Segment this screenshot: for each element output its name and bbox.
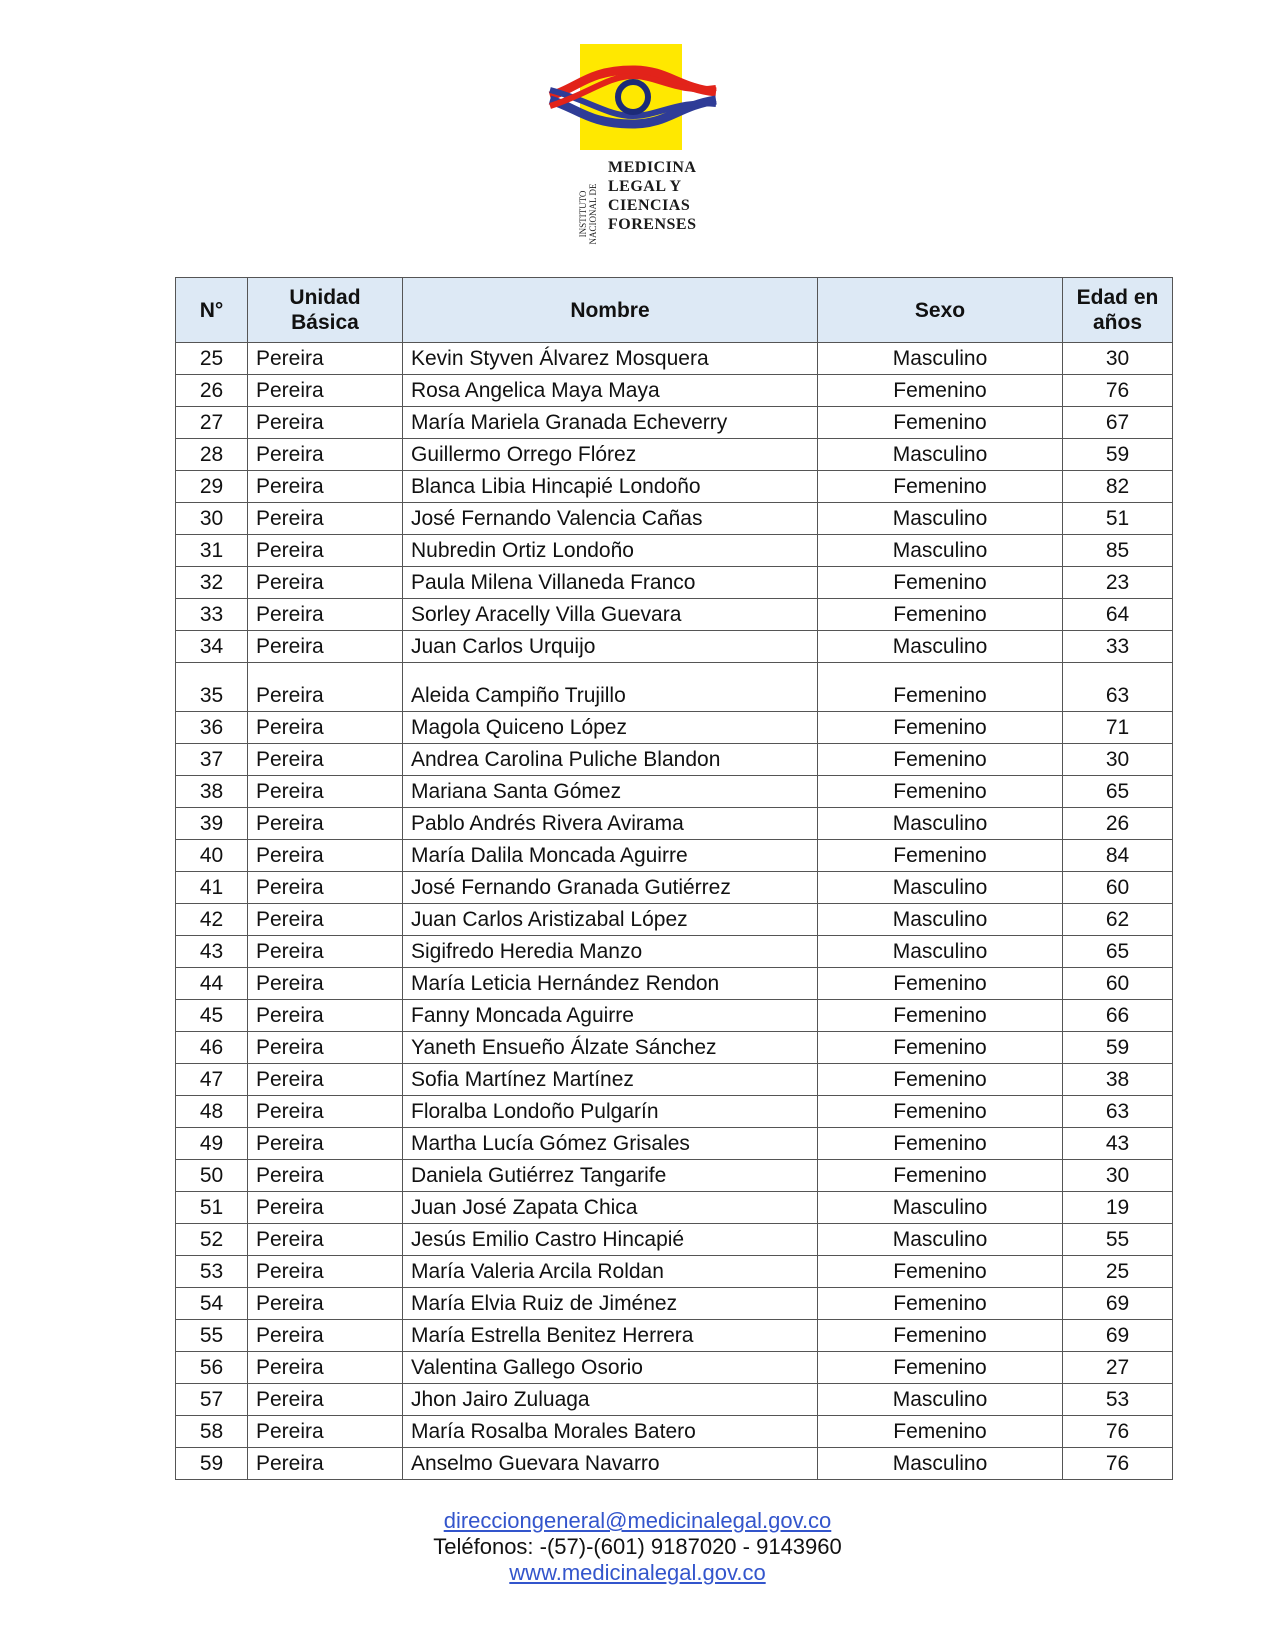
cell-age: 38 [1063, 1064, 1173, 1096]
cell-name: Jhon Jairo Zuluaga [403, 1384, 818, 1416]
cell-unit: Pereira [248, 599, 403, 631]
cell-name: Nubredin Ortiz Londoño [403, 535, 818, 567]
cell-age: 64 [1063, 599, 1173, 631]
cell-sex: Masculino [818, 535, 1063, 567]
cell-num: 46 [176, 1032, 248, 1064]
cell-num: 41 [176, 872, 248, 904]
cell-name: Rosa Angelica Maya Maya [403, 375, 818, 407]
cell-name: Fanny Moncada Aguirre [403, 1000, 818, 1032]
cell-sex: Femenino [818, 567, 1063, 599]
cell-age: 63 [1063, 663, 1173, 712]
cell-age: 33 [1063, 631, 1173, 663]
cell-unit: Pereira [248, 1192, 403, 1224]
table-row [176, 872, 1173, 904]
table-row [176, 1000, 1173, 1032]
cell-age: 65 [1063, 936, 1173, 968]
cell-num: 30 [176, 503, 248, 535]
cell-name: Kevin Styven Álvarez Mosquera [403, 343, 818, 375]
cell-num: 55 [176, 1320, 248, 1352]
cell-unit: Pereira [248, 1000, 403, 1032]
table-row [176, 1352, 1173, 1384]
table-row [176, 776, 1173, 808]
header-num: N° [176, 278, 248, 343]
cell-num: 51 [176, 1192, 248, 1224]
cell-unit: Pereira [248, 1064, 403, 1096]
logo-line-2: LEGAL Y [608, 178, 682, 195]
table-body [176, 343, 1173, 1480]
table-row [176, 904, 1173, 936]
logo-line-4: FORENSES [608, 216, 697, 233]
cell-age: 76 [1063, 1416, 1173, 1448]
logo-eye-icon [548, 40, 718, 160]
cell-unit: Pereira [248, 343, 403, 375]
table-row [176, 1384, 1173, 1416]
cell-sex: Femenino [818, 968, 1063, 1000]
cell-name: Sofia Martínez Martínez [403, 1064, 818, 1096]
cell-name: Aleida Campiño Trujillo [403, 663, 818, 712]
cell-age: 84 [1063, 840, 1173, 872]
cell-sex: Femenino [818, 1096, 1063, 1128]
header-age: Edad en años [1063, 278, 1173, 343]
table-row [176, 1416, 1173, 1448]
cell-sex: Femenino [818, 1416, 1063, 1448]
table-row [176, 1256, 1173, 1288]
cell-sex: Femenino [818, 407, 1063, 439]
cell-name: Andrea Carolina Puliche Blandon [403, 744, 818, 776]
cell-sex: Masculino [818, 872, 1063, 904]
cell-name: María Rosalba Morales Batero [403, 1416, 818, 1448]
cell-unit: Pereira [248, 1352, 403, 1384]
cell-num: 33 [176, 599, 248, 631]
cell-sex: Masculino [818, 503, 1063, 535]
cell-num: 40 [176, 840, 248, 872]
cell-sex: Femenino [818, 776, 1063, 808]
cell-sex: Femenino [818, 1064, 1063, 1096]
cell-unit: Pereira [248, 439, 403, 471]
victims-table [175, 277, 1173, 1480]
cell-name: Mariana Santa Gómez [403, 776, 818, 808]
cell-num: 49 [176, 1128, 248, 1160]
cell-age: 69 [1063, 1320, 1173, 1352]
cell-name: María Leticia Hernández Rendon [403, 968, 818, 1000]
cell-name: Juan Carlos Aristizabal López [403, 904, 818, 936]
cell-name: Juan Carlos Urquijo [403, 631, 818, 663]
cell-age: 85 [1063, 535, 1173, 567]
cell-name: José Fernando Granada Gutiérrez [403, 872, 818, 904]
cell-name: Jesús Emilio Castro Hincapié [403, 1224, 818, 1256]
cell-num: 48 [176, 1096, 248, 1128]
cell-sex: Femenino [818, 1320, 1063, 1352]
cell-num: 50 [176, 1160, 248, 1192]
cell-age: 26 [1063, 808, 1173, 840]
table-row [176, 407, 1173, 439]
table-row [176, 936, 1173, 968]
cell-name: Pablo Andrés Rivera Avirama [403, 808, 818, 840]
header-unit: Unidad Básica [248, 278, 403, 343]
cell-unit: Pereira [248, 872, 403, 904]
logo-vertical-text: INSTITUTO NACIONAL DE [578, 183, 598, 245]
cell-num: 25 [176, 343, 248, 375]
table-header-row [176, 278, 1173, 343]
cell-age: 59 [1063, 1032, 1173, 1064]
cell-age: 30 [1063, 1160, 1173, 1192]
cell-unit: Pereira [248, 1384, 403, 1416]
cell-unit: Pereira [248, 1448, 403, 1480]
cell-age: 76 [1063, 375, 1173, 407]
cell-age: 71 [1063, 712, 1173, 744]
cell-unit: Pereira [248, 631, 403, 663]
cell-num: 42 [176, 904, 248, 936]
cell-name: Sorley Aracelly Villa Guevara [403, 599, 818, 631]
cell-num: 31 [176, 535, 248, 567]
cell-sex: Femenino [818, 375, 1063, 407]
cell-name: Juan José Zapata Chica [403, 1192, 818, 1224]
institute-logo [548, 40, 718, 245]
cell-age: 65 [1063, 776, 1173, 808]
cell-sex: Femenino [818, 1160, 1063, 1192]
cell-name: María Elvia Ruiz de Jiménez [403, 1288, 818, 1320]
cell-unit: Pereira [248, 1128, 403, 1160]
cell-num: 39 [176, 808, 248, 840]
cell-unit: Pereira [248, 968, 403, 1000]
footer [0, 1508, 1275, 1586]
cell-unit: Pereira [248, 503, 403, 535]
cell-name: María Valeria Arcila Roldan [403, 1256, 818, 1288]
cell-num: 59 [176, 1448, 248, 1480]
table-row [176, 1032, 1173, 1064]
cell-unit: Pereira [248, 1256, 403, 1288]
cell-sex: Masculino [818, 1192, 1063, 1224]
cell-name: Paula Milena Villaneda Franco [403, 567, 818, 599]
table-row [176, 1320, 1173, 1352]
cell-age: 60 [1063, 872, 1173, 904]
cell-name: Anselmo Guevara Navarro [403, 1448, 818, 1480]
cell-num: 57 [176, 1384, 248, 1416]
cell-num: 32 [176, 567, 248, 599]
cell-age: 55 [1063, 1224, 1173, 1256]
logo-line-3: CIENCIAS [608, 197, 691, 214]
cell-age: 43 [1063, 1128, 1173, 1160]
cell-unit: Pereira [248, 1416, 403, 1448]
table-row [176, 599, 1173, 631]
table-row [176, 375, 1173, 407]
cell-sex: Femenino [818, 840, 1063, 872]
cell-age: 69 [1063, 1288, 1173, 1320]
cell-age: 25 [1063, 1256, 1173, 1288]
cell-unit: Pereira [248, 567, 403, 599]
cell-age: 19 [1063, 1192, 1173, 1224]
cell-age: 53 [1063, 1384, 1173, 1416]
cell-age: 62 [1063, 904, 1173, 936]
footer-phones: Teléfonos: -(57)-(601) 9187020 - 9143960 [433, 1534, 842, 1559]
cell-name: Martha Lucía Gómez Grisales [403, 1128, 818, 1160]
cell-sex: Femenino [818, 712, 1063, 744]
cell-sex: Masculino [818, 631, 1063, 663]
cell-name: José Fernando Valencia Cañas [403, 503, 818, 535]
cell-num: 53 [176, 1256, 248, 1288]
cell-unit: Pereira [248, 1160, 403, 1192]
cell-num: 27 [176, 407, 248, 439]
table-row [176, 343, 1173, 375]
header-sex: Sexo [818, 278, 1063, 343]
cell-sex: Masculino [818, 904, 1063, 936]
cell-num: 44 [176, 968, 248, 1000]
cell-unit: Pereira [248, 471, 403, 503]
cell-sex: Femenino [818, 599, 1063, 631]
cell-name: Guillermo Orrego Flórez [403, 439, 818, 471]
table-row [176, 1096, 1173, 1128]
cell-sex: Masculino [818, 343, 1063, 375]
cell-num: 38 [176, 776, 248, 808]
cell-num: 58 [176, 1416, 248, 1448]
cell-name: Sigifredo Heredia Manzo [403, 936, 818, 968]
cell-sex: Masculino [818, 439, 1063, 471]
cell-age: 51 [1063, 503, 1173, 535]
footer-email-link[interactable]: direcciongeneral@medicinalegal.gov.co [443, 1508, 832, 1533]
cell-sex: Femenino [818, 1352, 1063, 1384]
cell-num: 35 [176, 663, 248, 712]
cell-name: María Dalila Moncada Aguirre [403, 840, 818, 872]
table-row [176, 744, 1173, 776]
cell-sex: Femenino [818, 663, 1063, 712]
cell-unit: Pereira [248, 744, 403, 776]
cell-age: 59 [1063, 439, 1173, 471]
cell-sex: Femenino [818, 1128, 1063, 1160]
cell-sex: Masculino [818, 1384, 1063, 1416]
cell-age: 67 [1063, 407, 1173, 439]
cell-num: 34 [176, 631, 248, 663]
cell-age: 23 [1063, 567, 1173, 599]
cell-name: Valentina Gallego Osorio [403, 1352, 818, 1384]
cell-unit: Pereira [248, 840, 403, 872]
cell-unit: Pereira [248, 808, 403, 840]
cell-age: 30 [1063, 343, 1173, 375]
cell-unit: Pereira [248, 776, 403, 808]
table-row [176, 663, 1173, 712]
cell-unit: Pereira [248, 1096, 403, 1128]
table-row [176, 1160, 1173, 1192]
table-row [176, 840, 1173, 872]
table-row [176, 808, 1173, 840]
table-row [176, 535, 1173, 567]
cell-unit: Pereira [248, 1224, 403, 1256]
cell-sex: Femenino [818, 1000, 1063, 1032]
logo-line-1: MEDICINA [608, 159, 697, 176]
cell-unit: Pereira [248, 936, 403, 968]
table-row [176, 968, 1173, 1000]
header-name: Nombre [403, 278, 818, 343]
cell-unit: Pereira [248, 1288, 403, 1320]
cell-num: 28 [176, 439, 248, 471]
cell-sex: Masculino [818, 808, 1063, 840]
cell-age: 76 [1063, 1448, 1173, 1480]
cell-name: Floralba Londoño Pulgarín [403, 1096, 818, 1128]
cell-sex: Femenino [818, 1288, 1063, 1320]
table-row [176, 1064, 1173, 1096]
cell-age: 27 [1063, 1352, 1173, 1384]
cell-sex: Femenino [818, 744, 1063, 776]
cell-sex: Masculino [818, 1448, 1063, 1480]
cell-unit: Pereira [248, 712, 403, 744]
cell-unit: Pereira [248, 904, 403, 936]
cell-sex: Masculino [818, 1224, 1063, 1256]
table-row [176, 631, 1173, 663]
cell-unit: Pereira [248, 1032, 403, 1064]
table-row [176, 503, 1173, 535]
cell-num: 56 [176, 1352, 248, 1384]
cell-age: 30 [1063, 744, 1173, 776]
cell-num: 37 [176, 744, 248, 776]
cell-unit: Pereira [248, 1320, 403, 1352]
cell-num: 47 [176, 1064, 248, 1096]
cell-num: 26 [176, 375, 248, 407]
cell-sex: Femenino [818, 1032, 1063, 1064]
cell-age: 82 [1063, 471, 1173, 503]
footer-website-link[interactable]: www.medicinalegal.gov.co [509, 1560, 766, 1585]
table-row [176, 1448, 1173, 1480]
cell-age: 63 [1063, 1096, 1173, 1128]
cell-age: 60 [1063, 968, 1173, 1000]
cell-name: María Mariela Granada Echeverry [403, 407, 818, 439]
cell-unit: Pereira [248, 407, 403, 439]
table-row [176, 471, 1173, 503]
cell-unit: Pereira [248, 663, 403, 712]
logo-wordmark [608, 158, 696, 234]
cell-num: 43 [176, 936, 248, 968]
table-row [176, 712, 1173, 744]
cell-name: Blanca Libia Hincapié Londoño [403, 471, 818, 503]
table-row [176, 1224, 1173, 1256]
cell-num: 36 [176, 712, 248, 744]
table-row [176, 1288, 1173, 1320]
cell-unit: Pereira [248, 375, 403, 407]
cell-sex: Masculino [818, 936, 1063, 968]
cell-name: María Estrella Benitez Herrera [403, 1320, 818, 1352]
cell-name: Yaneth Ensueño Álzate Sánchez [403, 1032, 818, 1064]
cell-num: 52 [176, 1224, 248, 1256]
cell-unit: Pereira [248, 535, 403, 567]
table-row [176, 1128, 1173, 1160]
table-row [176, 439, 1173, 471]
cell-sex: Femenino [818, 471, 1063, 503]
cell-name: Magola Quiceno López [403, 712, 818, 744]
cell-name: Daniela Gutiérrez Tangarife [403, 1160, 818, 1192]
table-row [176, 567, 1173, 599]
cell-num: 45 [176, 1000, 248, 1032]
cell-num: 54 [176, 1288, 248, 1320]
cell-sex: Femenino [818, 1256, 1063, 1288]
table-row [176, 1192, 1173, 1224]
cell-num: 29 [176, 471, 248, 503]
cell-age: 66 [1063, 1000, 1173, 1032]
